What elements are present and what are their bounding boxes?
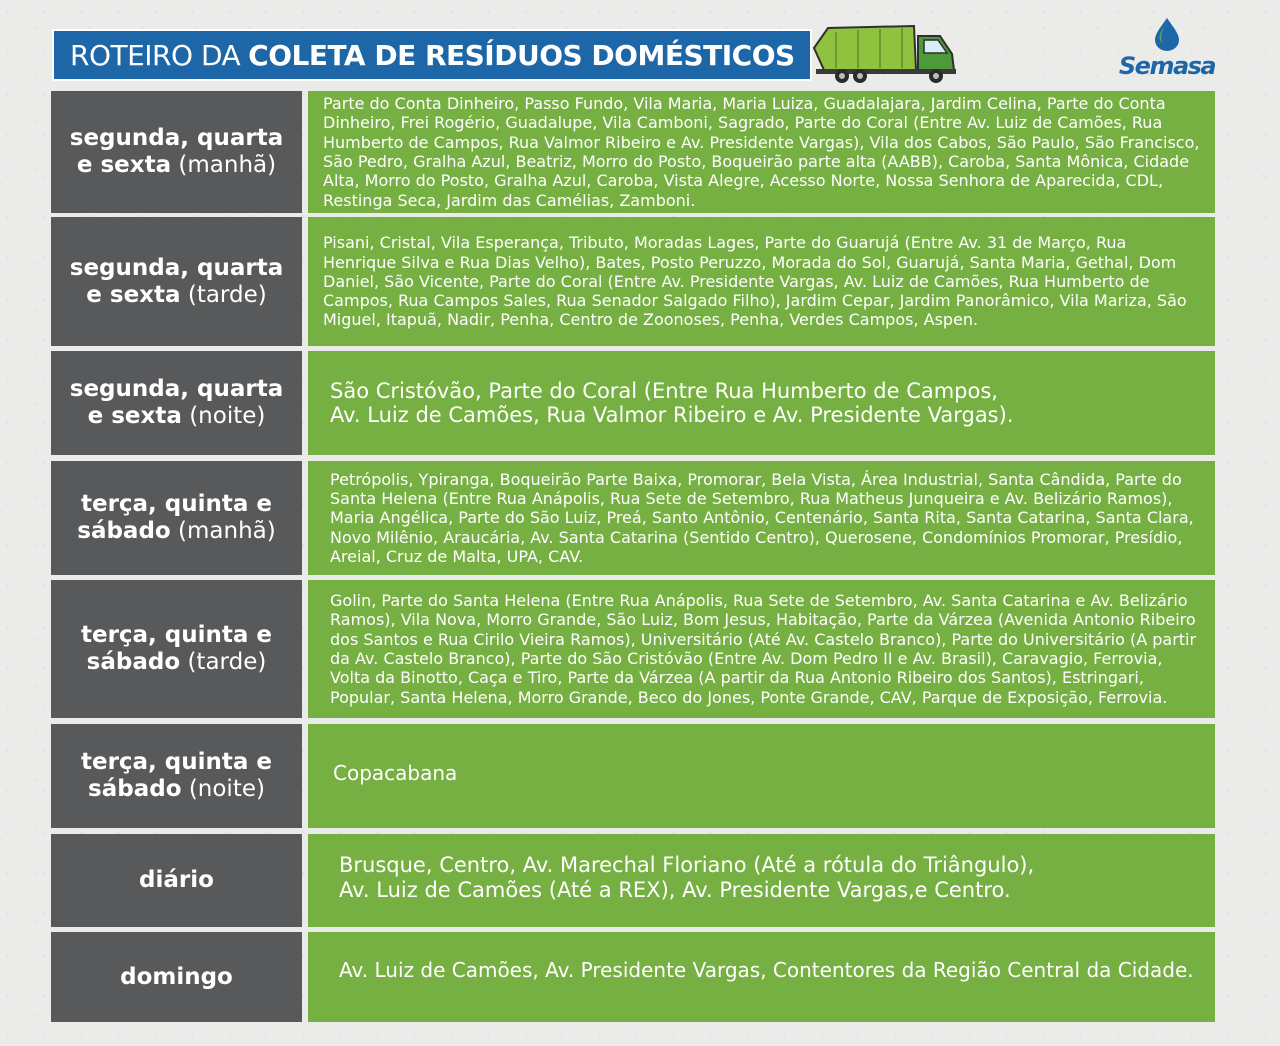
day-cell (51, 834, 302, 927)
schedule-row (51, 217, 1215, 346)
day-cell (51, 932, 302, 1022)
day-label: segunda, quarta e sexta (69, 376, 284, 429)
areas-cell (308, 351, 1215, 455)
areas-cell (308, 580, 1215, 718)
areas-text: Golin, Parte do Santa Helena (Entre Rua Anápolis, Rua Sete de Setembro, Av. Santa Catarina e Av. Belizário Ramos), Vila Nova, Morro Grande, São Luiz, Bom Jesus, Habitação, Parte da Várzea (Avenida Antonio Ribeiro dos Santos e Rua Cirilo Vieira Ramos), Universitário (Até Av. Castelo Branco), Parte do Universitário (A partir da Av. Castelo Branco), Parte do São Cristóvão (Entre Av. Dom Pedro II e Av. Brasil), Caravagio, Ferrovia, Volta da Binotto, Caça e Tiro, Parte da Várzea (A partir da Rua Antonio Ribeiro dos Santos), Estringari, Popular, Santa Helena, Morro Grande, Beco do Jones, Ponte Grande, CAV, Parque de Exposição, Ferrovia. (330, 591, 1197, 707)
water-drop-icon (1150, 16, 1184, 52)
schedule-row (51, 834, 1215, 927)
schedule-row (51, 351, 1215, 455)
areas-line: Av. Luiz de Camões, Rua Valmor Ribeiro e Av. Presidente Vargas). (330, 403, 1014, 427)
day-cell (51, 91, 302, 213)
areas-cell (308, 932, 1215, 1022)
areas-cell (308, 834, 1215, 927)
day-label: segunda, quarta e sexta (69, 254, 284, 308)
areas-cell (308, 461, 1215, 575)
areas-text: Copacabana (333, 761, 458, 785)
period-label: (tarde) (187, 649, 267, 675)
schedule-row (51, 461, 1215, 575)
logo-text: Semasa (1118, 52, 1216, 80)
areas-text: Av. Luiz de Camões, Av. Presidente Vargas, Contentores da Região Central da Cidade. (339, 958, 1194, 982)
page-title (52, 29, 812, 81)
day-cell (51, 217, 302, 346)
schedule-row (51, 580, 1215, 718)
areas-line: Brusque, Centro, Av. Marechal Floriano (Até a rótula do Triângulo), (339, 853, 1035, 877)
day-cell (51, 461, 302, 575)
areas-cell (308, 91, 1215, 213)
garbage-truck-icon (806, 20, 961, 85)
semasa-logo (1112, 16, 1222, 82)
day-label: terça, quinta e sábado (77, 491, 273, 544)
period-label: (manhã) (178, 152, 277, 178)
areas-line: Av. Luiz de Camões (Até a REX), Av. Presidente Vargas,e Centro. (339, 877, 1011, 902)
areas-text: Petrópolis, Ypiranga, Boqueirão Parte Baixa, Promorar, Bela Vista, Área Industrial, Santa Cândida, Parte do Santa Helena (Entre Rua Anápolis, Rua Sete de Setembro, Rua Matheus Junqueira e Av. Belizário Ramos), Maria Angélica, Parte do São Luiz, Preá, Santo Antônio, Centenário, Santa Rita, Santa Catarina, Santa Clara, Novo Milênio, Araucária, Av. Santa Catarina (Sentido Centro), Querosene, Condomínios Promorar, Presídio, Areial, Cruz de Malta, UPA, CAV. (330, 469, 1194, 566)
day-label: terça, quinta e sábado (80, 749, 273, 802)
schedule-row (51, 91, 1215, 213)
schedule-row (51, 724, 1215, 828)
areas-cell (308, 724, 1215, 828)
day-label: terça, quinta e sábado (80, 622, 273, 675)
title-light: ROTEIRO DA (70, 38, 241, 72)
areas-line: São Cristóvão, Parte do Coral (Entre Rua Humberto de Campos, (330, 378, 998, 403)
title-bold: COLETA DE RESÍDUOS DOMÉSTICOS (248, 38, 795, 72)
day-label: diário (139, 867, 214, 893)
areas-cell (308, 217, 1215, 346)
day-label: segunda, quarta e sexta (69, 125, 284, 178)
areas-text: Parte do Conta Dinheiro, Passo Fundo, Vila Maria, Maria Luiza, Guadalajara, Jardim Celina, Parte do Conta Dinheiro, Frei Rogério, Guadalupe, Vila Camboni, Sagrado, Parte do Coral (Entre Av. Luiz de Camões, Rua Humberto de Campos, Rua Valmor Ribeiro e Av. Presidente Vargas), Vila dos Cabos, São Paulo, São Francisco, São Pedro, Gralha Azul, Beatriz, Morro do Posto, Boqueirão parte alta (AABB), Caroba, Santa Mônica, Cidade Alta, Morro do Posto, Gralha Azul, Caroba, Vista Alegre, Acesso Norte, Nossa Senhora de Aparecida, CDL, Restinga Seca, Jardim das Camélias, Zamboni. (323, 94, 1200, 210)
day-cell (51, 724, 302, 828)
areas-text: Pisani, Cristal, Vila Esperança, Tributo, Moradas Lages, Parte do Guarujá (Entre Av. 31 de Março, Rua Henrique Silva e Rua Dias Velho), Bates, Posto Peruzzo, Morada do Sol, Guarujá, Santa Maria, Gethal, Dom Daniel, São Vicente, Parte do Coral (Entre Av. Presidente Vargas, Av. Luiz de Camões, Rua Humberto de Campos, Rua Campos Sales, Rua Senador Salgado Filho), Jardim Cepar, Jardim Panorâmico, Vila Mariza, São Miguel, Itapuã, Nadir, Penha, Centro de Zoonoses, Penha, Verdes Campos, Aspen. (323, 233, 1187, 330)
period-label: (noite) (189, 403, 266, 429)
period-label: (noite) (188, 776, 265, 802)
schedule-row (51, 932, 1215, 1022)
day-label: domingo (120, 963, 233, 990)
day-cell (51, 580, 302, 718)
period-label: (tarde) (187, 281, 267, 308)
period-label: (manhã) (178, 518, 276, 544)
day-cell (51, 351, 302, 455)
